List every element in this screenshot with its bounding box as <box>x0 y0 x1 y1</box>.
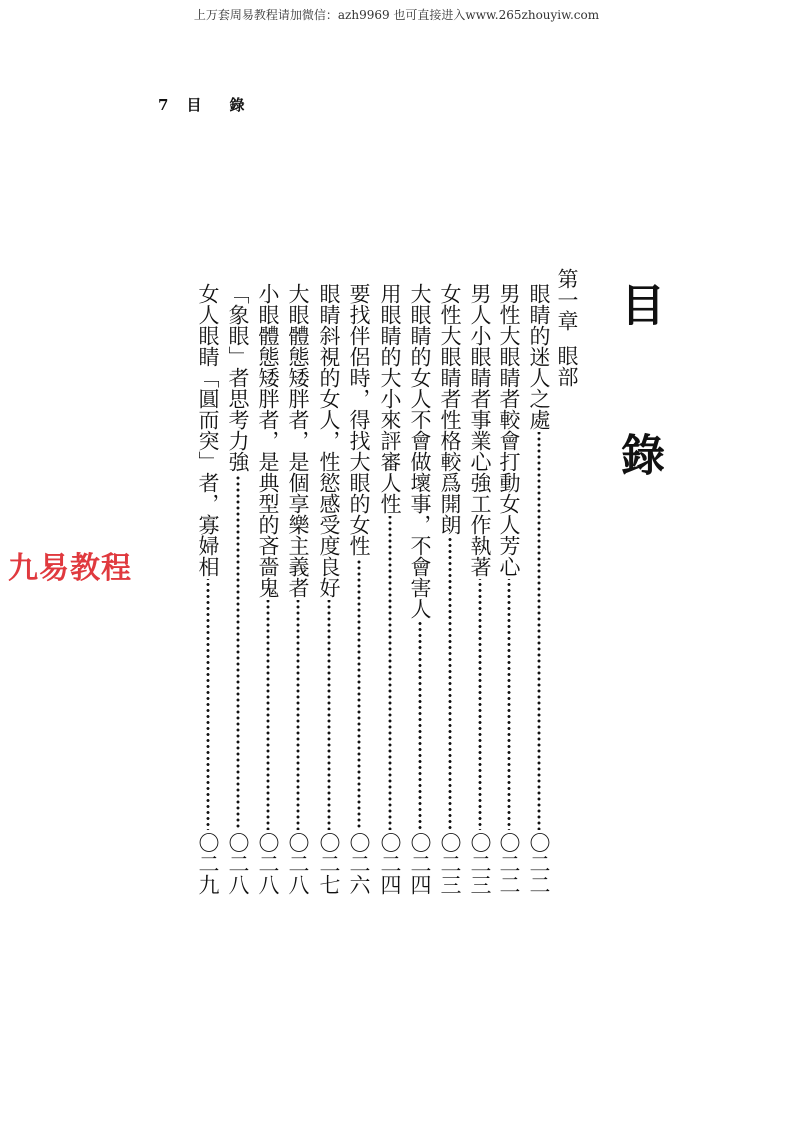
toc-entry[interactable] <box>345 283 373 895</box>
toc-leader-dots <box>495 579 523 830</box>
toc-leader-dots <box>254 600 282 830</box>
chapter-name: 眼部 <box>555 345 579 387</box>
toc-leader-dots <box>345 558 373 830</box>
toc-entry[interactable] <box>466 283 494 895</box>
toc-entry[interactable] <box>436 283 464 895</box>
toc-entry-title: 小眼體態矮胖者，是典型的吝嗇鬼 <box>256 283 280 598</box>
toc-entry-title: 男人小眼睛者事業心強工作執著 <box>468 283 492 577</box>
running-head-title-1: 目 <box>186 96 202 114</box>
toc-entry-title: 用眼睛的大小來評審人性 <box>378 283 402 514</box>
toc-entry-page: 〇二四 <box>408 832 432 895</box>
toc-leader-dots <box>224 474 252 830</box>
toc-entry-page: 〇二八 <box>256 832 280 895</box>
toc-entry[interactable] <box>376 283 404 895</box>
toc-entry-page: 〇二二 <box>497 832 521 895</box>
toc-entry-page: 〇二九 <box>196 832 220 895</box>
toc-entry-page: 〇二六 <box>347 832 371 895</box>
toc-entry-title: 大眼睛的女人不會做壞事，不會害人 <box>408 283 432 619</box>
toc-leader-dots <box>315 600 343 830</box>
page-number: 7 <box>158 96 169 114</box>
running-head-title-2: 錄 <box>229 96 245 114</box>
toc-entry[interactable] <box>224 283 252 895</box>
toc-leader-dots <box>525 432 553 830</box>
toc-entry[interactable] <box>284 283 312 895</box>
chapter-heading <box>553 268 581 387</box>
toc-entry-page: 〇二七 <box>317 832 341 895</box>
toc-entry-page: 〇二二 <box>527 832 551 895</box>
toc-entry-page: 〇二三 <box>468 832 492 895</box>
toc-leader-dots <box>436 537 464 830</box>
top-banner: 上万套周易教程请加微信：azh9969 也可直接进入www.265zhouyiw.com <box>193 8 600 22</box>
toc-entry[interactable] <box>406 283 434 895</box>
toc-entry-title: 「象眼」者思考力強 <box>226 283 250 472</box>
toc-leader-dots <box>284 600 312 830</box>
toc-entry-title: 眼睛斜視的女人，性慾感受度良好 <box>317 283 341 598</box>
toc-entry[interactable] <box>315 283 343 895</box>
toc-leader-dots <box>376 516 404 830</box>
toc-entry[interactable] <box>525 283 553 895</box>
chapter-label: 第一章 <box>555 268 579 331</box>
toc-leader-dots <box>194 579 222 830</box>
watermark-logo: 九易教程 <box>8 551 132 586</box>
toc-entry-title: 要找伴侶時，得找大眼的女性 <box>347 283 371 556</box>
running-head <box>158 94 244 115</box>
toc-entry-title: 眼睛的迷人之處 <box>527 283 551 430</box>
toc-entry-page: 〇二四 <box>378 832 402 895</box>
toc-entry[interactable] <box>495 283 523 895</box>
toc-entry[interactable] <box>254 283 282 895</box>
toc-entry-page: 〇二八 <box>226 832 250 895</box>
toc-entry-title: 女性大眼睛者性格較爲開朗 <box>438 283 462 535</box>
toc-entry-page: 〇二八 <box>286 832 310 895</box>
page-title-char-2: 錄 <box>613 432 664 476</box>
toc-entry-page: 〇二三 <box>438 832 462 895</box>
toc-entry-title: 男性大眼睛者較會打動女人芳心 <box>497 283 521 577</box>
page-title-char-1: 目 <box>613 282 664 326</box>
toc-entry[interactable] <box>194 283 222 895</box>
toc-entry-title: 大眼體態矮胖者，是個享樂主義者 <box>286 283 310 598</box>
toc-leader-dots <box>406 621 434 830</box>
toc-entry-title: 女人眼睛「圓而突」者，寡婦相 <box>196 283 220 577</box>
toc-leader-dots <box>466 579 494 830</box>
